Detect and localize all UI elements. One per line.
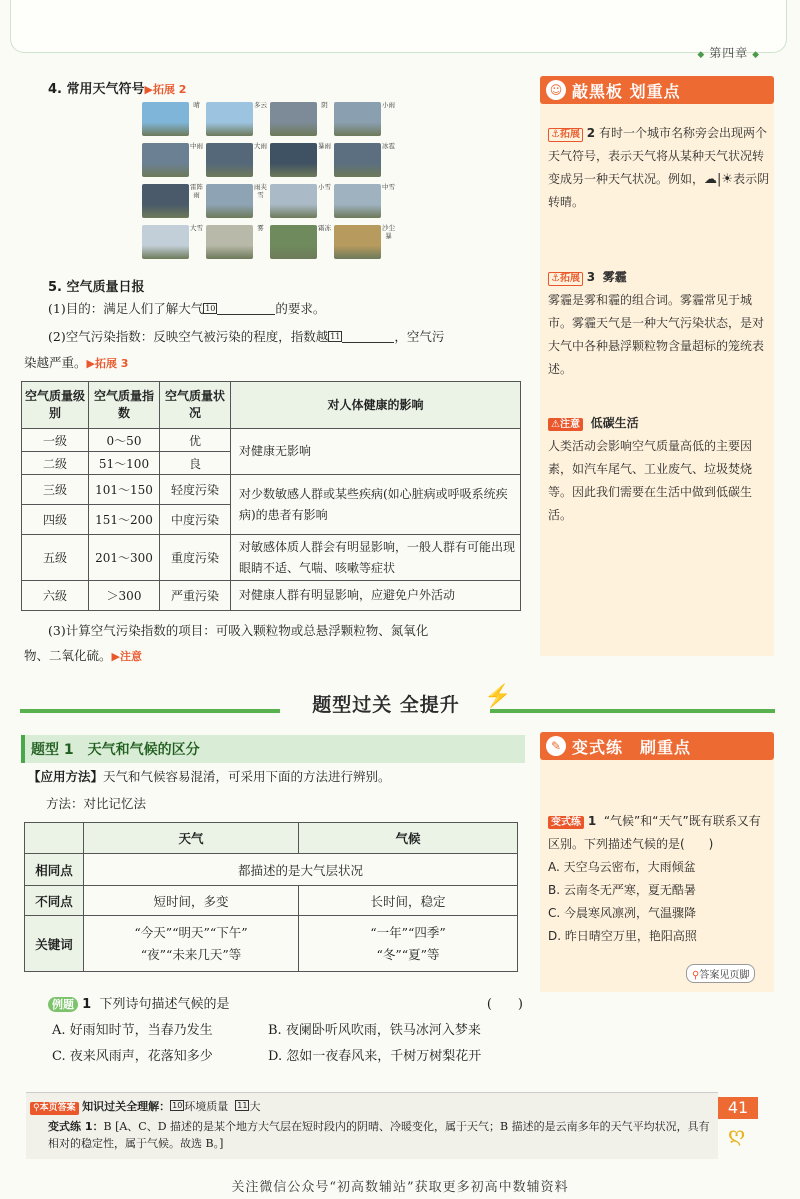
weather-symbol-label: 暴雨 [318,142,331,150]
weather-photo-icon [142,184,189,218]
weather-symbol-label: 阴 [321,101,328,109]
practice-option-b[interactable]: B. 云南冬无严寒，夏无酷暑 [548,883,696,897]
pin-icon: ⚲ [692,970,700,981]
aqi-header-index: 空气质量指数 [89,382,160,429]
footer-note: 关注微信公众号“初高数辅站”获取更多初高中数辅资料 [231,1180,569,1195]
sidebar-header [540,76,774,104]
weather-symbol [334,184,396,218]
pen-icon: ✎ [546,736,566,756]
practice-tag: 变式练 [548,816,584,829]
purpose-line: (1)目的：满足人们了解大气 10 的要求。 [48,301,326,316]
answer-paren: ( ) [486,997,523,1012]
index-line-cont: 染越严重。▶拓展 3 [24,355,129,370]
note-tag: ⚠注意 [548,418,583,431]
weather-symbol-label: 大雨 [254,142,267,150]
sidebar-practice-header [540,732,774,760]
cmp-kw-climate: “一年”“四季” “冬”“夏”等 [299,916,518,972]
ext-tag: ⚓拓展 [548,128,583,142]
aqi-index: 201～300 [89,535,160,581]
option-d[interactable]: D. 忽如一夜春风来，千树万树梨花开 [268,1049,482,1064]
weather-symbol-label: 雾 [257,224,264,232]
runner-icon: ⚡ [484,684,512,709]
top-frame [10,0,787,53]
aqi-index: 151～200 [89,505,160,535]
section-banner-title: 题型过关 全提升 [312,694,460,716]
banner-rule-right [490,709,775,713]
aqi-effect: 对健康人群有明显影响，应避免户外活动 [231,581,521,611]
blank-11[interactable] [342,328,394,343]
example-tag: 例题 [48,997,78,1012]
weather-symbol [206,143,268,177]
practice-option-a[interactable]: A. 天空乌云密布，大雨倾盆 [548,860,696,874]
weather-symbol [334,143,396,177]
option-c[interactable]: C. 夜来风雨声，花落知多少 [52,1049,213,1064]
weather-symbol [270,225,332,259]
comparison-table [24,822,518,972]
weather-symbol [270,143,332,177]
weather-symbol [142,102,204,136]
answer-line-2: 变式练 1：B [A、C、D 描述的是某个地方大气层在短时段内的阴晴、冷暖变化，属于天气；B 描述的是云南多年的天气平均状况，具有相对的稳定性，属于气候。故选 B。] [48,1120,710,1150]
weather-symbol-label: 雷阵雨 [190,183,203,199]
chapter-label: ◆ 第四章 ◆ [697,46,760,60]
weather-symbol [142,184,204,218]
aqi-level: 三级 [22,475,89,505]
aqi-header-effect: 对人体健康的影响 [231,382,521,429]
weather-symbol-label: 沙尘暴 [382,224,395,240]
weather-photo-icon [270,102,317,136]
low-carbon-note: ⚠注意 低碳生活 人类活动会影响空气质量高低的主要因素，如汽车尾气、工业废气、垃圾焚烧等。因此我们需要在生活中做到低碳生活。 [548,416,753,522]
weather-symbol [206,225,268,259]
cmp-row-label: 关键词 [25,916,84,972]
ext-2-note: ⚓拓展 2 有时一个城市名称旁会出现两个天气符号，表示天气将从某种天气状况转变成另一种天气状况。例如，☁|☀表示阴转晴。 [548,126,770,209]
cmp-row-label: 不同点 [25,886,84,916]
weather-symbol [142,225,204,259]
aqi-index: 51～100 [89,452,160,475]
extension-link[interactable]: ▶拓展 2 [144,83,187,96]
alert-icon: ⚠ [551,419,560,430]
aqi-level: 六级 [22,581,89,611]
type-1-title: 题型 1 天气和气候的区分 [31,742,200,758]
ext-3-note: ⚓拓展 3 雾霾 雾霾是雾和霾的组合词。雾霾常见于城市。雾霾天气是一种大气污染状态，是对大气中各种悬浮颗粒物含量超标的笼统表述。 [548,270,765,376]
weather-photo-icon [142,102,189,136]
extension-link[interactable]: ▶拓展 3 [86,357,129,370]
cloud-sun-symbol: ☁|☀ [704,172,734,187]
weather-symbol-label: 小雪 [318,183,331,191]
weather-symbol [334,102,396,136]
weather-photo-icon [334,184,381,218]
weather-symbol-label: 冰雹 [382,142,395,150]
answers-tag: ⚲本页答案 [30,1102,79,1115]
practice-option-c[interactable]: C. 今晨寒风凛冽，气温骤降 [548,906,697,920]
bell-icon: ☺ [546,80,566,100]
aqi-effect: 对敏感体质人群会有明显影响，一般人群有可能出现眼睛不适、气喘、咳嗽等症状 [231,535,521,581]
ext-tag: ⚓拓展 [548,272,583,286]
anchor-icon: ⚓ [551,129,560,140]
weather-symbol-label: 多云 [254,101,267,109]
weather-photo-icon [334,225,381,259]
aqi-status: 优 [160,429,231,452]
cmp-corner [25,823,84,854]
weather-photo-icon [206,184,253,218]
weather-symbol [334,225,396,259]
method-line: 【应用方法】天气和气候容易混淆，可采用下面的方法进行辨别。 [28,769,391,784]
blank-10[interactable] [217,300,275,315]
aqi-table [21,381,521,611]
weather-photo-icon [206,143,253,177]
anchor-icon: ⚓ [551,273,560,284]
type-1-header [21,735,525,763]
cmp-header-climate: 气候 [299,823,518,854]
weather-photo-icon [334,143,381,177]
page-number: 41 [718,1097,758,1119]
weather-symbol-label: 中雨 [190,142,203,150]
answer-line-1: ⚲本页答案 知识过关全理解： 10 环境质量 11 大 [30,1099,260,1115]
aqi-status: 良 [160,452,231,475]
example-1-question: 例题 1 下列诗句描述气候的是 ( ) [48,992,523,1018]
aqi-status: 中度污染 [160,505,231,535]
cmp-same: 都描述的是大气层状况 [84,854,518,886]
aqi-index: 101～150 [89,475,160,505]
weather-symbol [270,102,332,136]
cmp-diff-weather: 短时间，多变 [84,886,299,916]
weather-symbol-label: 晴 [193,101,200,109]
pin-icon: ⚲ [33,1103,40,1113]
aqi-index: 0～50 [89,429,160,452]
aqi-effect: 对健康无影响 [231,429,521,475]
weather-photo-icon [270,184,317,218]
practice-1: 变式练 1 “气候”和“天气”既有联系又有区别。下列描述气候的是( ) A. 天空乌云密布，大雨倾盆 B. 云南冬无严寒，夏无酷暑 C. 今晨寒风凛冽，气温骤降 D. 昨日晴空万里，艳阳高照 [548,814,761,943]
cmp-row-label: 相同点 [25,854,84,886]
aqi-level: 四级 [22,505,89,535]
aqi-status: 严重污染 [160,581,231,611]
answer-link[interactable]: ⚲答案见页脚 [686,964,755,983]
practice-option-d[interactable]: D. 昨日晴空万里，艳阳高照 [548,929,697,943]
calc-line-cont: 物、二氧化硫。▶注意 [24,648,142,663]
aqi-level: 五级 [22,535,89,581]
weather-photo-icon [334,102,381,136]
aqi-effect: 对少数敏感人群或某些疾病(如心脏病或呼吸系统疾病)的患者有影响 [231,475,521,535]
aqi-header-status: 空气质量状况 [160,382,231,429]
aqi-header-level: 空气质量级别 [22,382,89,429]
aqi-status: 轻度污染 [160,475,231,505]
weather-symbol [270,184,332,218]
cmp-header-weather: 天气 [84,823,299,854]
aqi-index: ＞300 [89,581,160,611]
aqi-status: 重度污染 [160,535,231,581]
note-link[interactable]: ▶注意 [111,650,142,663]
sidebar-practice-title: 变式练 刷重点 [572,738,692,757]
method-2: 方法：对比记忆法 [46,796,147,811]
section-5-title: 5. 空气质量日报 [48,280,145,295]
banner-rule-left [20,709,280,713]
weather-symbol-label: 雨夹雪 [254,183,267,199]
option-a[interactable]: A. 好雨知时节，当春乃发生 [52,1023,213,1038]
weather-symbol [142,143,204,177]
weather-photo-icon [142,143,189,177]
option-b[interactable]: B. 夜阑卧听风吹雨，铁马冰河入梦来 [268,1023,481,1038]
weather-photo-icon [270,143,317,177]
weather-symbol-label: 中雪 [382,183,395,191]
weather-symbol-label: 大雪 [190,224,203,232]
calc-line: (3)计算空气污染指数的项目：可吸入颗粒物或总悬浮颗粒物、氮氧化 [48,623,429,638]
weather-photo-icon [142,225,189,259]
cmp-diff-climate: 长时间，稳定 [299,886,518,916]
weather-symbol [206,102,268,136]
sidebar-title: 敲黑板 划重点 [572,82,681,101]
cmp-kw-weather: “今天”“明天”“下午” “夜”“未来几天”等 [84,916,299,972]
swirl-icon: ღ [728,1122,746,1146]
section-4-title: 4. 常用天气符号▶拓展 2 [48,82,187,97]
aqi-level: 二级 [22,452,89,475]
weather-symbol [206,184,268,218]
weather-symbol-label: 霜冻 [318,224,331,232]
weather-photo-icon [206,102,253,136]
weather-photo-icon [206,225,253,259]
weather-symbol-label: 小雨 [382,101,395,109]
aqi-level: 一级 [22,429,89,452]
weather-photo-icon [270,225,317,259]
index-line: (2)空气污染指数：反映空气被污染的程度，指数越 11 ，空气污 [48,329,445,344]
